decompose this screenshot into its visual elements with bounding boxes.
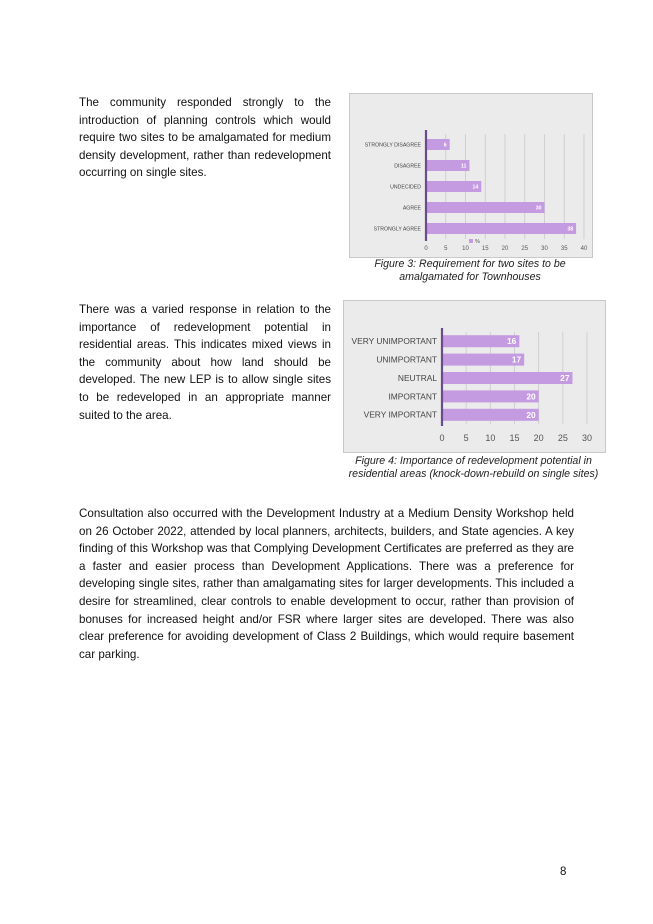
figure-3-data-label: 11 <box>460 163 467 170</box>
figure-4-x-tick-label: 0 <box>439 433 445 443</box>
paragraph-industry-consultation: Consultation also occurred with the Development Industry at a Medium Density Workshop held on 26 October 2022, attended by local planners, architects, builders, and State agencies. A key finding of this Workshop was that Complying Development Certificates are preferred as they are a faster and easier process than Development Applications. There was a preference for developing single sites, rather than amalgamating sites for larger developments. This included a desire for streamlined, clear controls to enable development to occur, rather than provision of bonuses for increased height and/or FSR where larger sites are developed. There was also clear preference for avoiding development of Class 2 Buildings, which would require basement car parking. <box>79 507 574 661</box>
figure-3-data-label: 38 <box>567 226 574 233</box>
figure-3-x-tick-label: 25 <box>521 246 529 252</box>
figure-3-legend-swatch <box>469 239 473 243</box>
figure-3-data-label: 30 <box>535 205 542 212</box>
figure-3-x-tick-label: 10 <box>462 246 469 252</box>
figure-4-chart <box>343 300 606 453</box>
figure-4-data-label: 27 <box>560 373 570 384</box>
figure-3-bar <box>426 202 545 213</box>
figure-4-chart-svg <box>344 301 605 452</box>
figure-4-category-label: VERY IMPORTANT <box>363 409 437 420</box>
figure-3-x-tick-label: 5 <box>444 246 448 252</box>
figure-3-x-tick-label: 40 <box>580 246 588 252</box>
figure-3-category-label: DISAGREE <box>394 163 421 170</box>
figure-4-bar <box>442 372 573 384</box>
figure-4-data-label: 20 <box>526 391 536 402</box>
figure-4-data-label: 16 <box>507 336 517 347</box>
figure-3-x-tick-label: 15 <box>481 246 489 252</box>
figure-3-category-label: STRONGLY AGREE <box>373 226 421 233</box>
figure-4-x-tick-label: 15 <box>509 433 520 443</box>
figure-3-x-tick-label: 30 <box>541 246 548 252</box>
figure-3-category-label: AGREE <box>402 205 421 212</box>
figure-3-data-label: 6 <box>443 142 447 149</box>
figure-3-legend-label: % <box>475 239 480 245</box>
figure-4-x-tick-label: 20 <box>533 433 544 443</box>
figure-3-category-label: UNDECIDED <box>390 184 421 191</box>
figure-4-bar <box>442 390 539 402</box>
paragraph-community-response: The community responded strongly to the introduction of planning controls which would require two sites to be amalgamated for medium density development, rather than redevelopment occurring on single sites. <box>79 96 331 180</box>
figure-4-category-label: VERY UNIMPORTANT <box>351 336 437 347</box>
figure-4-x-tick-label: 5 <box>463 433 469 443</box>
figure-3-chart-svg <box>350 94 592 257</box>
figure-4-data-label: 20 <box>526 409 536 420</box>
figure-3-category-label: STRONGLY DISAGREE <box>364 142 421 149</box>
figure-4-bar <box>442 409 539 421</box>
figure-4-x-tick-label: 30 <box>581 433 593 443</box>
figure-3-caption: Figure 3: Requirement for two sites to be amalgamated for Townhouses <box>374 258 566 283</box>
figure-4-category-label: NEUTRAL <box>397 372 437 383</box>
figure-4-x-tick-label: 10 <box>485 433 496 443</box>
figure-3-x-tick-label: 35 <box>560 246 568 252</box>
figure-4-data-label: 17 <box>511 354 522 365</box>
page-number: 8 <box>560 866 567 878</box>
figure-3-chart <box>349 93 593 258</box>
figure-4-category-label: IMPORTANT <box>388 391 437 402</box>
figure-3-x-tick-label: 20 <box>501 246 509 252</box>
figure-3-data-label: 14 <box>472 184 479 191</box>
figure-4-caption: Figure 4: Importance of redevelopment potential in residential areas (knock-down-rebuild on single sites) <box>348 455 599 480</box>
figure-3-bar <box>426 223 576 234</box>
figure-3-x-tick-label: 0 <box>424 246 428 252</box>
figure-4-category-label: UNIMPORTANT <box>376 354 437 365</box>
paragraph-redevelopment-response: There was a varied response in relation to the importance of redevelopment potential in residential areas. This indicates mixed views in the community about how land should be developed. The new LEP is to allow single sites to be redeveloped in an appropriate manner suited to the area. <box>79 303 331 422</box>
figure-4-x-tick-label: 25 <box>557 433 568 443</box>
